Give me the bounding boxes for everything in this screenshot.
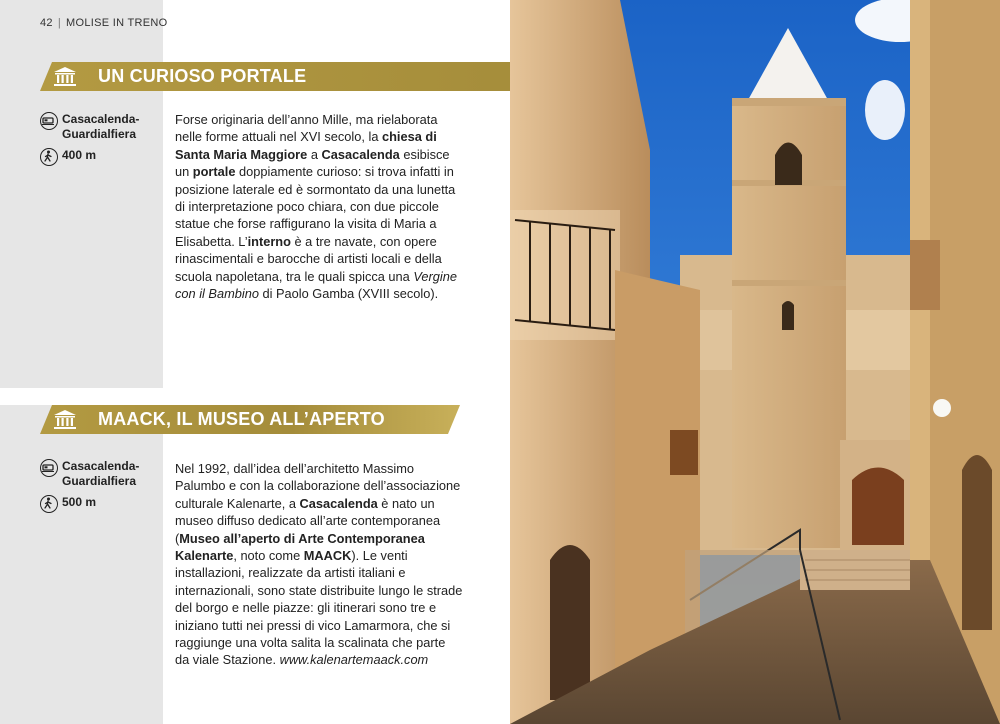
section-title: MAACK, IL MUSEO ALL’APERTO <box>98 409 385 429</box>
text-segment: Casacalenda <box>299 495 378 511</box>
distance-value: 500 m <box>62 495 97 509</box>
text-segment: ). Le venti installazioni, realizzate da artisti italiani e internazionali, sono state distribuite lungo le strade del borgo e nelle piazze: gli itinerari sono tre e iniziano tutti nei pressi di vico Lamarmora, che si raggiunge una volta salita la scalinata che parte da viale Stazione. <box>175 548 463 668</box>
sidebar-panel-bottom <box>0 405 163 724</box>
text-segment: esibisce un <box>175 146 450 180</box>
walking-icon <box>40 495 58 513</box>
start-station-line2: Guardialfiera <box>62 474 137 488</box>
section-meta-2 <box>40 459 139 519</box>
church-photo <box>510 0 1000 724</box>
sidebar-panel-top <box>0 0 163 388</box>
distance-value: 400 m <box>62 148 97 162</box>
start-station <box>40 112 139 142</box>
text-segment: Forse originaria dell’anno Mille, ma rielaborata nelle forme attuali nel XVI secolo, la <box>175 112 438 145</box>
page-number: 42 <box>40 17 53 29</box>
text-segment: è a tre navate, con opere rinascimentali e barocche di artisti locali e della scuola napoletana, tra le quali spicca una <box>175 233 442 284</box>
text-segment: Nel 1992, dall’idea dell’architetto Massimo Palumbo e con la collaborazione dell’associazione culturale Kalenarte, a <box>175 461 461 511</box>
museum-icon <box>54 410 76 429</box>
text-segment: , noto come <box>233 548 304 564</box>
start-station-line1: Casacalenda- <box>62 459 140 473</box>
text-segment: a <box>307 146 322 162</box>
text-segment: doppiamente curioso: si trova infatti in posizione laterale ed è sormontato da una lunetta di interpretazione poco chiara, con due piccole statue che forse raffigurano la visita di Maria a Elisabetta. L’ <box>175 164 456 249</box>
train-icon <box>40 112 58 130</box>
text-segment: portale <box>192 164 236 180</box>
walking-icon <box>40 148 58 166</box>
section-title: UN CURIOSO PORTALE <box>98 66 307 86</box>
text-segment: Casacalenda <box>321 146 400 162</box>
text-segment: www.kalenartemaack.com <box>279 652 429 668</box>
train-icon <box>40 459 58 477</box>
text-segment: è nato un museo diffuso dedicato all’arte contemporanea ( <box>175 495 441 546</box>
text-segment: MAACK <box>303 548 352 564</box>
walking-distance <box>40 148 139 166</box>
section-meta-1 <box>40 112 139 172</box>
text-segment: interno <box>247 233 291 249</box>
start-station <box>40 459 139 489</box>
section-banner-2 <box>40 405 460 434</box>
section-body-2 <box>175 460 463 669</box>
text-segment: di Paolo Gamba (XVIII secolo). <box>258 286 439 302</box>
running-title: MOLISE IN TRENO <box>66 17 168 29</box>
walking-distance <box>40 495 139 513</box>
text-segment: Museo all’aperto di Arte Contemporanea Kalenarte <box>175 530 425 564</box>
start-station-line1: Casacalenda- <box>62 112 140 126</box>
start-station-line2: Guardialfiera <box>62 127 137 141</box>
text-segment: chiesa di Santa Maria Maggiore <box>175 129 437 162</box>
text-segment: Vergine con il Bambino <box>175 268 457 302</box>
running-header: 42 | MOLISE IN TRENO <box>40 17 168 29</box>
section-body-1 <box>175 111 465 302</box>
museum-icon <box>54 67 76 86</box>
